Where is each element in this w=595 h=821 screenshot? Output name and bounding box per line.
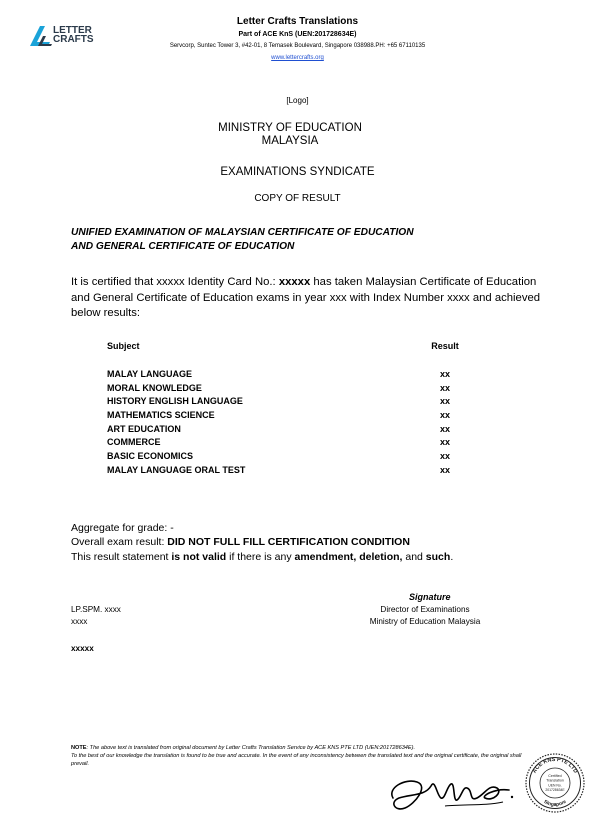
certification-stamp-icon [524, 752, 586, 814]
table-row [107, 423, 467, 437]
company-parent: Part of ACE KnS (UEN:201728634E) [238, 31, 357, 38]
subject-cell: BASIC ECONOMICS [107, 451, 194, 462]
svg-text:UEN No.: UEN No. [548, 783, 562, 788]
copy-of-result-title: COPY OF RESULT [254, 193, 341, 204]
result-cell: xx [439, 437, 450, 448]
subject-cell: MORAL KNOWLEDGE [107, 382, 202, 393]
table-row [107, 436, 467, 450]
result-column-header: Result [431, 341, 459, 351]
result-summary [71, 521, 453, 564]
svg-text:Translation: Translation [546, 778, 564, 783]
result-cell: xx [439, 423, 450, 434]
director-block: Director of Examinations Ministry of Education Malaysia [369, 605, 481, 626]
table-row [107, 409, 467, 423]
subject-cell: HISTORY ENGLISH LANGUAGE [107, 396, 243, 407]
table-row [107, 464, 467, 478]
table-row [107, 382, 467, 396]
result-cell: xx [439, 382, 450, 393]
svg-text:ACE KNS PTE LTD: ACE KNS PTE LTD [531, 756, 579, 775]
signature-label: Signature [409, 592, 451, 602]
validity-statement: This result statement is not valid if there is any amendment, deletion, and such. [71, 550, 454, 563]
subject-cell: MALAY LANGUAGE [107, 369, 193, 379]
certification-paragraph: It is certified that xxxxx Identity Card No.: xxxxx has taken Malaysian Certificate of Education and General Certificate of Education exams in year xxx with Index Number xxxx and achieved below results: [71, 276, 541, 319]
exam-title: UNIFIED EXAMINATION OF MALAYSIAN CERTIFICATE OF EDUCATION AND GENERAL CERTIFICATE OF EDUCATION [71, 227, 414, 252]
company-name: Letter Crafts Translations [236, 16, 359, 27]
identity-card-number: xxxxx [278, 276, 311, 288]
result-cell: xx [439, 410, 450, 421]
result-cell: xx [439, 451, 450, 462]
subject-cell: ART EDUCATION [107, 423, 181, 434]
syndicate-title: EXAMINATIONS SYNDICATE [220, 166, 375, 178]
subject-cell: MALAY LANGUAGE ORAL TEST [107, 464, 246, 475]
results-table [107, 341, 467, 478]
result-cell: xx [439, 464, 450, 475]
reference-block: LP.SPM. xxxx xxxx [71, 605, 121, 626]
subject-cell: COMMERCE [107, 437, 161, 448]
aggregate-line: Aggregate for grade: - [71, 522, 174, 534]
reference-number: xxxxx [71, 644, 94, 653]
table-row [107, 395, 467, 409]
table-row [107, 368, 467, 382]
translator-signature-icon [385, 768, 520, 813]
logo-wordmark: LETTER CRAFTS [53, 25, 94, 45]
result-cell: xx [439, 396, 450, 407]
table-header [107, 341, 467, 355]
result-cell: xx [439, 369, 450, 379]
company-address: Servcorp, Suntec Tower 3, #42-01, 8 Temasek Boulevard, Singapore 038988.PH: +65 67110135 [169, 43, 426, 49]
subject-column-header: Subject [107, 341, 140, 351]
subject-cell: MATHEMATICS SCIENCE [107, 410, 215, 421]
svg-text:Certified: Certified [548, 774, 562, 778]
table-row [107, 450, 467, 464]
svg-text:Singapore: Singapore [542, 798, 568, 808]
ministry-title: MINISTRY OF EDUCATION MALAYSIA [218, 122, 362, 147]
translation-note: NOTE: The above text is translated from original document by Letter Crafts Translation Service by ACE KNS PTE LTD (UEN:201728634E). To the best of our knowledge the translation is found to be true and accurate. In the event of any inconsistency between the translated text and the original certificate, the original shall prevail. [71, 745, 522, 768]
svg-text:201728634E: 201728634E [545, 788, 565, 792]
logo-placeholder: [Logo] [286, 96, 309, 105]
company-website-link[interactable]: www.lettercrafts.org [271, 55, 324, 61]
overall-result-line: Overall exam result: DID NOT FULL FILL CERTIFICATION CONDITION [71, 536, 410, 549]
